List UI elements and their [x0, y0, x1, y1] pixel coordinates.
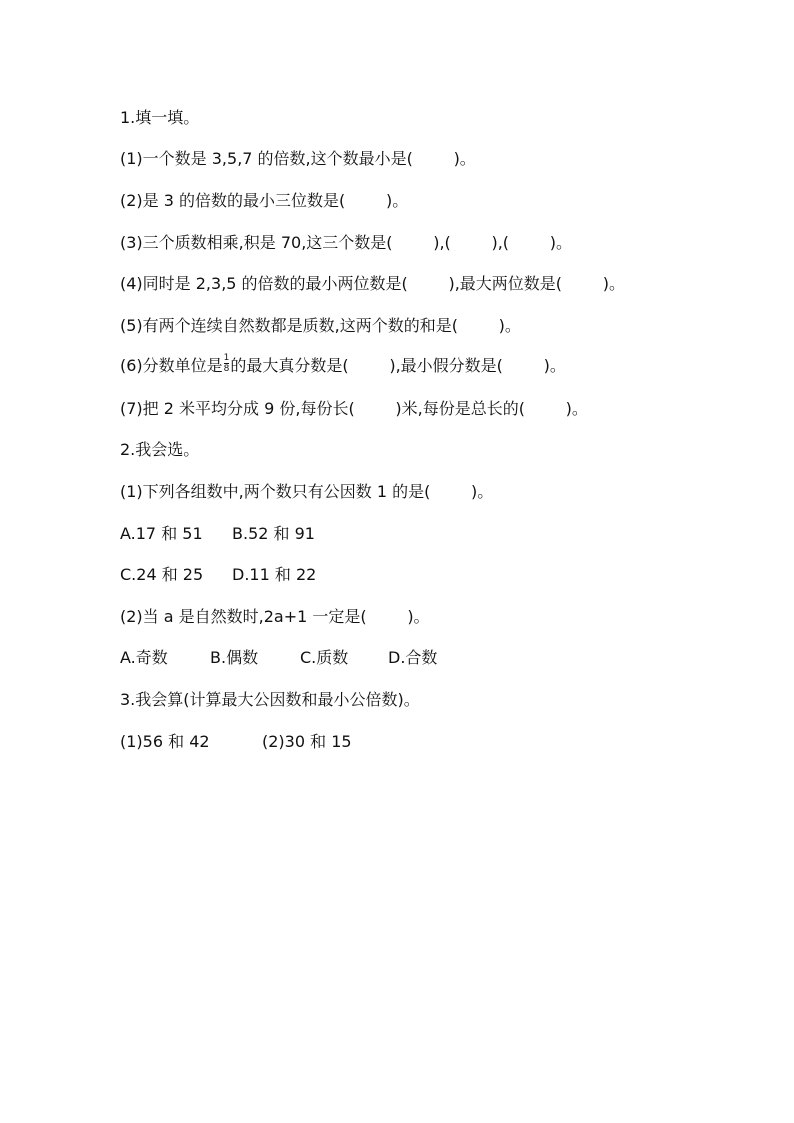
question-1-5: (5)有两个连续自然数都是质数,这两个数的和是( )。: [120, 316, 521, 335]
option-c: C.24 和 25: [120, 565, 204, 584]
option-a: A.17 和 51: [120, 524, 203, 543]
fraction-denominator: 8: [223, 363, 230, 374]
section3-title: 3.我会算(计算最大公因数和最小公倍数)。: [120, 690, 420, 709]
question-3-1: (1)56 和 42: [120, 732, 210, 751]
fraction-numerator: 1: [223, 352, 230, 363]
question-2-1: (1)下列各组数中,两个数只有公因数 1 的是( )。: [120, 482, 494, 501]
question-1-6-after: 的最大真分数是( ),最小假分数是( )。: [230, 356, 566, 375]
option-d: D.合数: [388, 648, 438, 667]
question-1-6-before: (6)分数单位是: [120, 356, 223, 375]
question-3-2: (2)30 和 15: [262, 732, 352, 751]
question-2-1-options-row2: [120, 565, 316, 585]
option-c: C.质数: [300, 648, 349, 667]
section2-title: 2.我会选。: [120, 440, 200, 459]
option-d: D.11 和 22: [232, 565, 317, 584]
question-2-2: (2)当 a 是自然数时,2a+1 一定是( )。: [120, 607, 430, 626]
question-1-6: [120, 352, 566, 377]
section1-title: 1.填一填。: [120, 108, 200, 127]
question-1-7: (7)把 2 米平均分成 9 份,每份长( )米,每份是总长的( )。: [120, 399, 588, 418]
question-2-2-options: [120, 648, 437, 668]
option-b: B.偶数: [210, 648, 259, 667]
question-2-1-options-row1: [120, 524, 315, 544]
fraction-one-eighth: [224, 354, 230, 374]
option-b: B.52 和 91: [232, 524, 315, 543]
option-a: A.奇数: [120, 648, 168, 667]
question-1-1: (1)一个数是 3,5,7 的倍数,这个数最小是( )。: [120, 149, 476, 168]
question-1-3: (3)三个质数相乘,积是 70,这三个数是( ),( ),( )。: [120, 233, 572, 252]
question-1-2: (2)是 3 的倍数的最小三位数是( )。: [120, 191, 409, 210]
question-3-row: [120, 732, 352, 752]
question-1-4: (4)同时是 2,3,5 的倍数的最小两位数是( ),最大两位数是( )。: [120, 274, 625, 293]
